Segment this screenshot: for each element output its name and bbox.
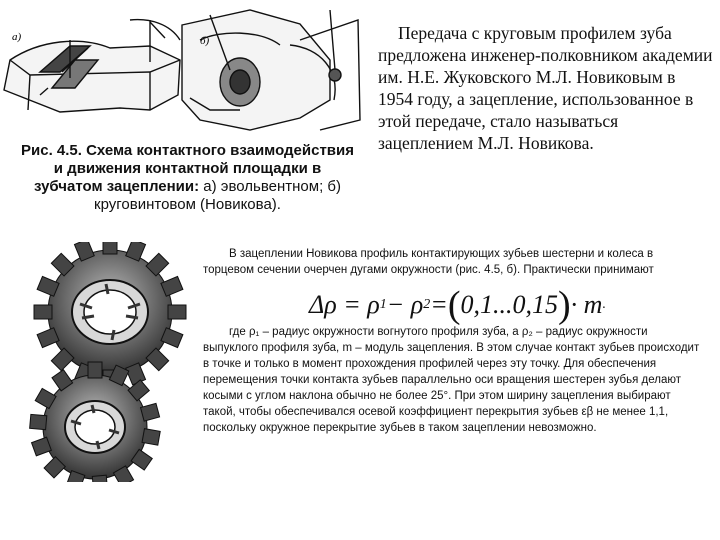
formula-sub2: 2 (423, 297, 431, 312)
gears-illustration (10, 242, 202, 482)
formula-end: . (602, 297, 606, 312)
formula-range: 0,1...0,15 (460, 290, 558, 319)
formula-tail: · m (570, 290, 603, 319)
figure-label-a: а) (12, 31, 22, 43)
caption-bold: Рис. 4.5. Схема контактного взаимодействия и движения контактной площадки в зубчатом зацеплении: (21, 142, 354, 195)
formula-close-paren: ) (558, 284, 571, 326)
formula-sub1: 1 (379, 297, 387, 312)
formula-mid: − ρ (386, 290, 424, 319)
formula-eq: = (430, 290, 448, 319)
paragraph-novikov-profile: В зацеплении Новикова профиль контактирующих зубьев шестерни и колеса в торцевом сечении очерчен дугами окружности (рис. 4.5, б). Практически принимают (203, 248, 654, 276)
paragraph-explanation: где ρ₁ – радиус окружности вогнутого профиля зуба, а ρ₂ – радиус окружности выпуклого профиля зуба, m – модуль зацепления. В этом случае контакт зубьев происходит в точке и только в момент прохождения профилей через эту точку. Для обеспечения перемещения точки контакта зубьев параллельно оси вращения шестерен зубья делают косыми с углом наклона обычно не более 25°. При этом ширину зацепления выбирают такой, чтобы обеспечивался осевой коэффициент перекрытия зубьев εβ не менее 1,1, поскольку окружное перекрытие зубьев в таком зацеплении невозможно. (203, 326, 700, 434)
intro-paragraph: Передача с круговым профилем зуба предложена инженер-полковником академии им. Н.Е. Жуковского М.Л. Новиковым в 1954 году, а зацепление, использованное в этой передаче, стало называться зацеплением М.Л. Новикова. (378, 23, 713, 153)
formula-open-paren: ( (447, 284, 461, 326)
contact-scheme-figure (0, 0, 362, 142)
formula (309, 283, 606, 327)
caption-rest: а) эвольвентном; б) круговинтовом (Новикова). (94, 178, 341, 213)
figure-caption (20, 142, 355, 214)
contact-scheme-drawing (0, 0, 362, 142)
formula-lhs: Δρ = ρ (309, 290, 380, 319)
gears-drawing (10, 242, 202, 482)
figure-label-b: б) (200, 35, 210, 47)
